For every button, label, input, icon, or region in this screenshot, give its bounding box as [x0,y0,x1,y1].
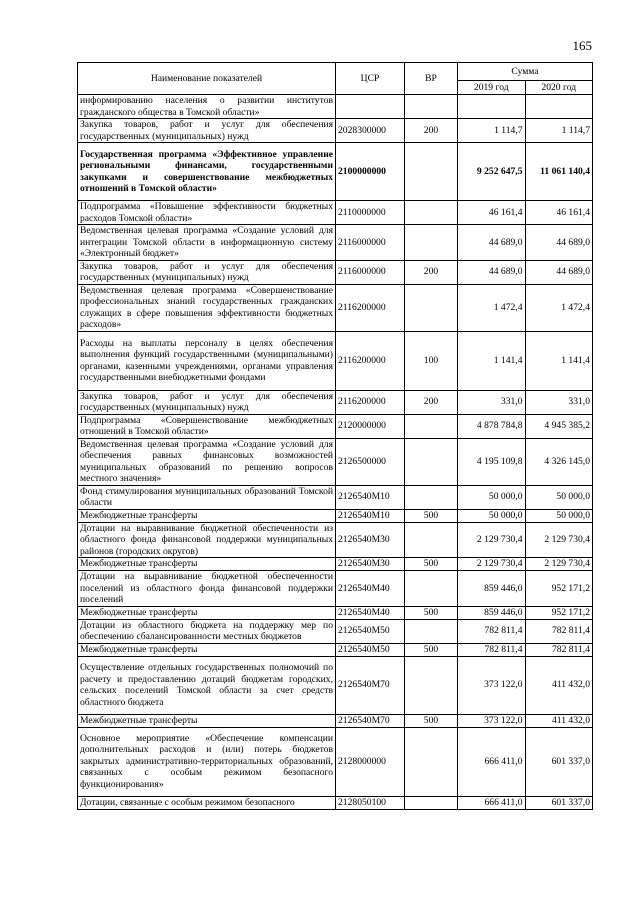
row-sum-2020-cell: 2 129 730,4 [525,522,593,558]
row-name-cell: Межбюджетные трансферты [78,643,336,656]
row-vr-cell [405,571,458,607]
header-year-2019: 2019 год [458,81,526,95]
row-name-cell: Государственная программа «Эффективное управление региональными финансами, государственными закупками и совершенствование межбюджетных отношений в Томской области» [78,143,336,201]
table-row [78,284,593,331]
row-sum-2019-cell: 1 141,4 [458,331,526,390]
row-csr-cell: 2126540М10 [336,485,405,509]
row-sum-2019-cell: 782 811,4 [458,619,526,643]
row-vr-cell: 200 [405,260,458,284]
table-row [78,414,593,438]
row-sum-2019-cell [458,95,526,119]
row-sum-2019-cell: 50 000,0 [458,509,526,522]
table-row [78,606,593,619]
row-name-cell: Закупка товаров, работ и услуг для обеспечения государственных (муниципальных) нужд [78,260,336,284]
row-csr-cell: 2110000000 [336,201,405,225]
row-csr-cell: 2128000000 [336,727,405,796]
row-csr-cell: 2126540М70 [336,714,405,727]
budget-table [77,62,593,810]
row-sum-2019-cell: 50 000,0 [458,485,526,509]
table-row [78,714,593,727]
row-sum-2020-cell: 50 000,0 [525,509,593,522]
row-csr-cell: 2116200000 [336,331,405,390]
row-name-cell: Основное мероприятие «Обеспечение компенсации дополнительных расходов и (или) потерь бюджетов закрытых административно-территориальных образований, связанных с особым режимом безопасного функционирования» [78,727,336,796]
row-vr-cell: 500 [405,606,458,619]
table-row [78,558,593,571]
row-vr-cell [405,225,458,261]
row-vr-cell [405,656,458,714]
row-csr-cell: 2126500000 [336,438,405,485]
table-row [78,619,593,643]
header-sum: Сумма [458,63,593,81]
row-sum-2019-cell: 331,0 [458,390,526,414]
table-row [78,643,593,656]
row-csr-cell: 2028300000 [336,119,405,143]
row-name-cell: Закупка товаров, работ и услуг для обеспечения государственных (муниципальных) нужд [78,119,336,143]
row-sum-2020-cell: 782 811,4 [525,619,593,643]
row-sum-2020-cell: 411 432,0 [525,714,593,727]
table-row [78,438,593,485]
row-csr-cell: 2126540М30 [336,522,405,558]
table-row [78,143,593,201]
row-sum-2020-cell: 782 811,4 [525,643,593,656]
row-vr-cell: 500 [405,643,458,656]
row-sum-2020-cell: 1 472,4 [525,284,593,331]
row-sum-2019-cell: 44 689,0 [458,260,526,284]
row-sum-2020-cell: 4 945 385,2 [525,414,593,438]
row-vr-cell [405,143,458,201]
row-sum-2019-cell: 4 195 109,8 [458,438,526,485]
row-name-cell: Расходы на выплаты персоналу в целях обеспечения выполнения функций государственными (муниципальными) органами, казенными учреждениями, органами управления государственными внебюджетными фондами [78,331,336,390]
row-vr-cell: 200 [405,119,458,143]
row-name-cell: Дотации на выравнивание бюджетной обеспеченности из областного фонда финансовой поддержки муниципальных районов (городских округов) [78,522,336,558]
row-name-cell: Ведомственная целевая программа «Создание условий для интеграции Томской области в информационную систему «Электронный бюджет» [78,225,336,261]
table-row [78,390,593,414]
row-vr-cell [405,201,458,225]
row-vr-cell: 500 [405,714,458,727]
row-sum-2019-cell: 859 446,0 [458,606,526,619]
row-name-cell: Дотации, связанные с особым режимом безопасного [78,796,336,809]
page-number: 165 [572,38,592,53]
row-csr-cell: 2126540М40 [336,606,405,619]
row-csr-cell: 2126540М70 [336,656,405,714]
row-vr-cell: 100 [405,331,458,390]
table-row [78,571,593,607]
row-name-cell: Подпрограмма «Совершенствование межбюджетных отношений в Томской области» [78,414,336,438]
row-csr-cell: 2120000000 [336,414,405,438]
row-csr-cell: 2100000000 [336,143,405,201]
row-name-cell: Ведомственная целевая программа «Создание условий для обеспечения равных финансовых возможностей муниципальных образований по решению вопросов местного значения» [78,438,336,485]
table-row [78,225,593,261]
row-name-cell: Закупка товаров, работ и услуг для обеспечения государственных (муниципальных) нужд [78,390,336,414]
row-vr-cell [405,284,458,331]
row-name-cell: Дотации из областного бюджета на поддержку мер по обеспечению сбалансированности местных бюджетов [78,619,336,643]
row-sum-2020-cell: 601 337,0 [525,796,593,809]
row-sum-2019-cell: 373 122,0 [458,656,526,714]
row-sum-2020-cell: 952 171,2 [525,571,593,607]
row-name-cell: Ведомственная целевая программа «Совершенствование профессиональных знаний государственных гражданских служащих в сфере повышения эффективности бюджетных расходов» [78,284,336,331]
row-sum-2019-cell: 859 446,0 [458,571,526,607]
row-sum-2020-cell: 44 689,0 [525,260,593,284]
row-name-cell: Межбюджетные трансферты [78,509,336,522]
header-csr: ЦСР [336,63,405,95]
row-sum-2020-cell: 411 432,0 [525,656,593,714]
row-sum-2019-cell: 9 252 647,5 [458,143,526,201]
header-vr: ВР [405,63,458,95]
row-vr-cell [405,438,458,485]
row-csr-cell: 2116000000 [336,225,405,261]
row-sum-2020-cell: 2 129 730,4 [525,558,593,571]
row-sum-2019-cell: 666 411,0 [458,796,526,809]
row-csr-cell: 2126540М40 [336,571,405,607]
table-row [78,95,593,119]
row-sum-2019-cell: 44 689,0 [458,225,526,261]
row-csr-cell: 2128050100 [336,796,405,809]
row-name-cell: информированию населения о развитии институтов гражданского общества в Томской области» [78,95,336,119]
row-vr-cell [405,95,458,119]
row-sum-2019-cell: 1 472,4 [458,284,526,331]
row-csr-cell: 2126540М10 [336,509,405,522]
table-row [78,119,593,143]
row-sum-2019-cell: 4 878 784,8 [458,414,526,438]
table-row [78,201,593,225]
table-row [78,796,593,809]
table-row [78,727,593,796]
table-row [78,656,593,714]
row-sum-2019-cell: 2 129 730,4 [458,522,526,558]
header-name: Наименование показателей [78,63,336,95]
row-vr-cell [405,522,458,558]
row-csr-cell: 2116000000 [336,260,405,284]
table-row [78,260,593,284]
row-vr-cell [405,414,458,438]
row-sum-2020-cell: 1 114,7 [525,119,593,143]
row-name-cell: Подпрограмма «Повышение эффективности бюджетных расходов Томской области» [78,201,336,225]
row-csr-cell [336,95,405,119]
row-vr-cell: 500 [405,509,458,522]
row-csr-cell: 2126540М30 [336,558,405,571]
row-vr-cell: 200 [405,390,458,414]
row-name-cell: Межбюджетные трансферты [78,714,336,727]
row-sum-2019-cell: 46 161,4 [458,201,526,225]
row-name-cell: Осуществление отдельных государственных полномочий по расчету и предоставлению дотаций бюджетам городских, сельских поселений Томской области за счет средств областного бюджета [78,656,336,714]
row-sum-2020-cell: 46 161,4 [525,201,593,225]
row-sum-2020-cell: 4 326 145,0 [525,438,593,485]
row-sum-2020-cell: 601 337,0 [525,727,593,796]
row-sum-2020-cell: 1 141,4 [525,331,593,390]
row-vr-cell: 500 [405,558,458,571]
table-row [78,522,593,558]
row-sum-2020-cell: 11 061 140,4 [525,143,593,201]
row-csr-cell: 2126540М50 [336,643,405,656]
row-sum-2020-cell: 331,0 [525,390,593,414]
row-csr-cell: 2116200000 [336,284,405,331]
row-sum-2019-cell: 666 411,0 [458,727,526,796]
row-csr-cell: 2116200000 [336,390,405,414]
table-body [78,95,593,810]
row-sum-2020-cell [525,95,593,119]
row-sum-2019-cell: 2 129 730,4 [458,558,526,571]
row-sum-2019-cell: 782 811,4 [458,643,526,656]
table-row [78,509,593,522]
row-vr-cell [405,796,458,809]
row-sum-2020-cell: 50 000,0 [525,485,593,509]
row-name-cell: Межбюджетные трансферты [78,558,336,571]
row-name-cell: Межбюджетные трансферты [78,606,336,619]
row-sum-2019-cell: 373 122,0 [458,714,526,727]
table-row [78,331,593,390]
row-sum-2020-cell: 44 689,0 [525,225,593,261]
row-vr-cell [405,485,458,509]
row-csr-cell: 2126540М50 [336,619,405,643]
row-name-cell: Фонд стимулирования муниципальных образований Томской области [78,485,336,509]
row-sum-2019-cell: 1 114,7 [458,119,526,143]
header-year-2020: 2020 год [525,81,593,95]
row-name-cell: Дотации на выравнивание бюджетной обеспеченности поселений из областного фонда финансовой поддержки поселений [78,571,336,607]
row-vr-cell [405,619,458,643]
row-vr-cell [405,727,458,796]
table-row [78,485,593,509]
row-sum-2020-cell: 952 171,2 [525,606,593,619]
